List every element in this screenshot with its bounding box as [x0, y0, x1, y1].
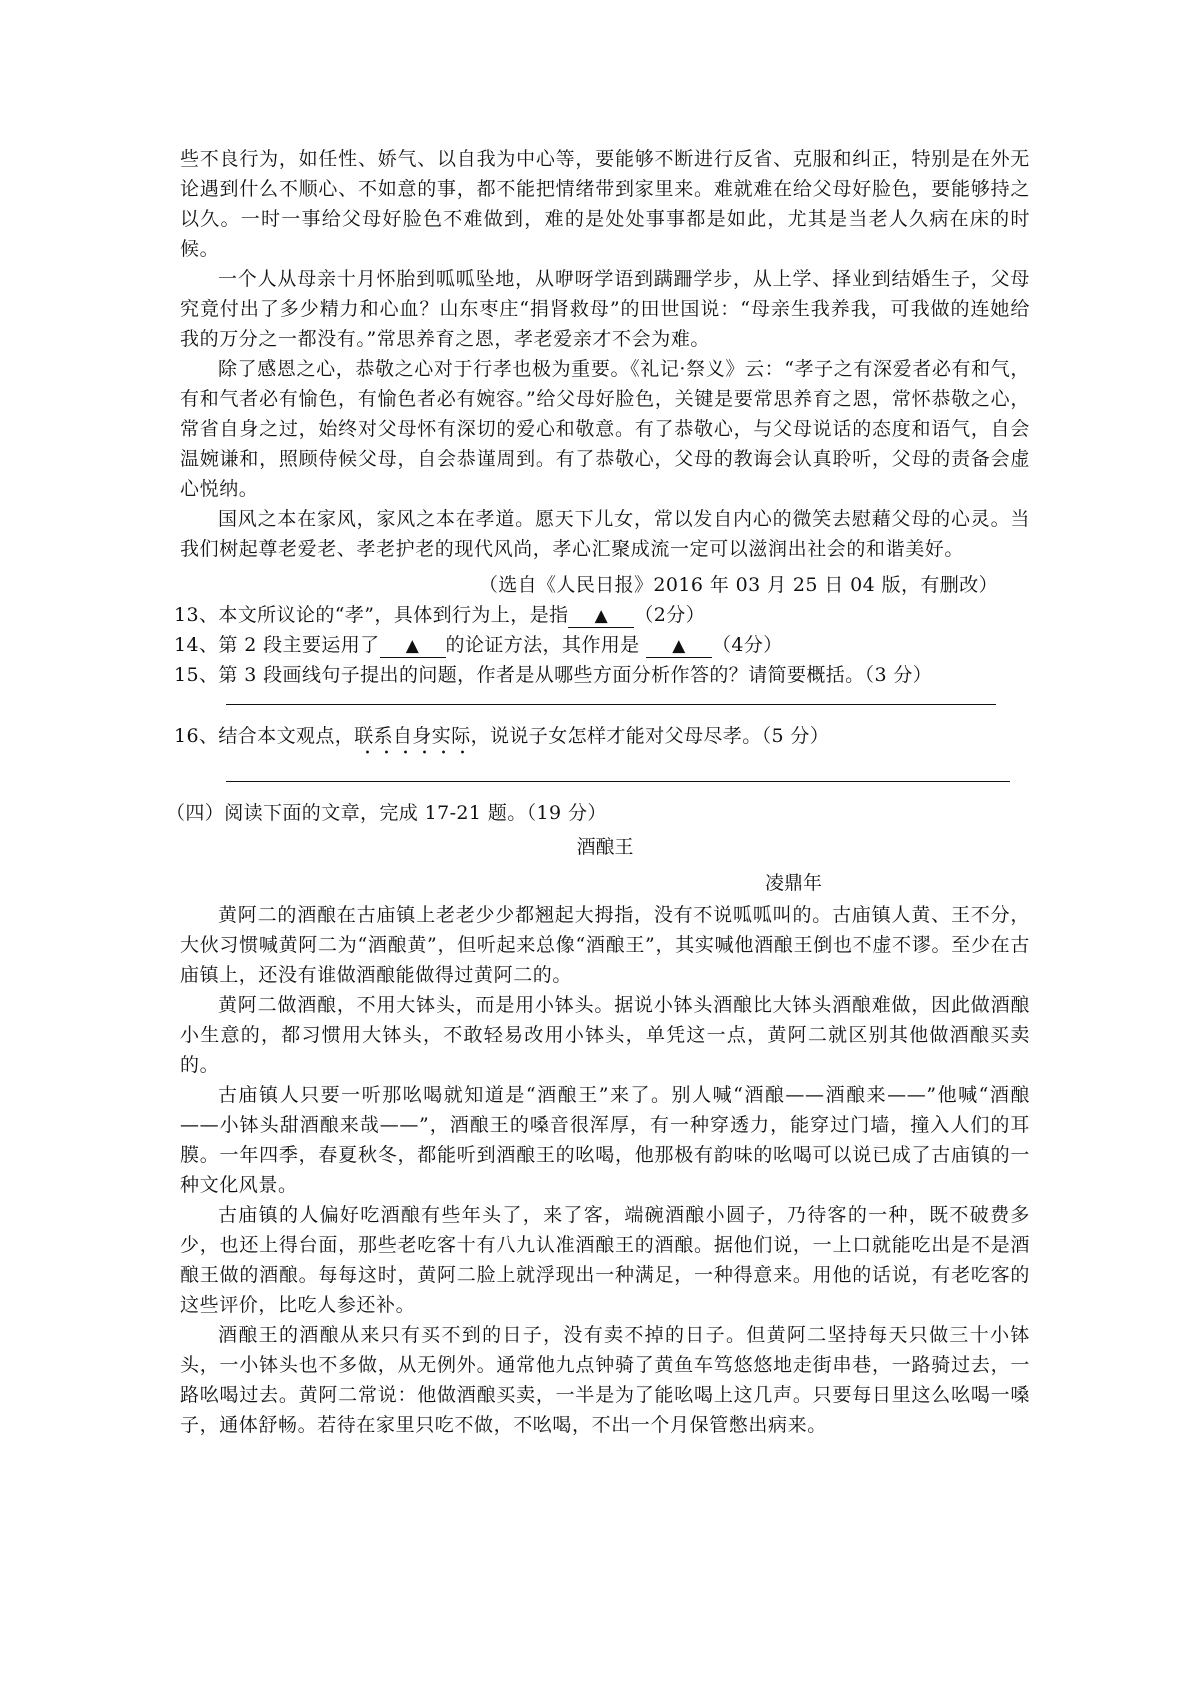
paragraph: 黄阿二的酒酿在古庙镇上老老少少都翘起大拇指，没有不说呱呱叫的。古庙镇人黄、王不分，大伙习惯喊黄阿二为“酒酿黄”，但听起来总像“酒酿王”，其实喊他酒酿王倒也不虚不谬。至少在古庙镇上，还没有谁做酒酿能做得过黄阿二的。 [180, 904, 1030, 986]
page-content [166, 144, 1030, 1440]
question-15: 15、第 3 段画线句子提出的问题，作者是从哪些方面分析作答的？请简要概括。（3 分） [174, 664, 933, 686]
answer-line[interactable] [226, 781, 1010, 782]
article-author: 凌鼎年 [765, 872, 823, 894]
question-text: 16、结合本文观点， [174, 725, 355, 747]
question-16 [174, 721, 1030, 751]
paragraph: 古庙镇人只要一听那吆喝就知道是“酒酿王”来了。别人喊“酒酿——酒酿来——”他喊“酒酿——小钵头甜酒酿来哉——”，酒酿王的嗓音很浑厚，有一种穿透力，能穿过门墙，撞入人们的耳膜。一年四季，春夏秋冬，都能听到酒酿王的吆喝，他那极有韵味的吆喝可以说已成了古庙镇的一种文化风景。 [180, 1084, 1030, 1196]
answer-line[interactable] [226, 704, 996, 705]
section-heading: （四）阅读下面的文章，完成 17-21 题。（19 分） [166, 802, 607, 824]
question-text: 13、本文所议论的“孝”，具体到行为上，是指 [174, 604, 569, 626]
paragraph: 黄阿二做酒酿，不用大钵头，而是用小钵头。据说小钵头酒酿比大钵头酒酿难做，因此做酒酿小生意的，都习惯用大钵头，不敢轻易改用小钵头，单凭这一点，黄阿二就区别其他做酒酿买卖的。 [180, 994, 1030, 1076]
paragraph: 古庙镇的人偏好吃酒酿有些年头了，来了客，端碗酒酿小圆子，乃待客的一种，既不破费多少，也还上得台面，那些老吃客十有八九认准酒酿王的酒酿。据他们说，一上口就能吃出是不是酒酿王做的酒酿。每每这时，黄阿二脸上就浮现出一种满足，一种得意来。用他的话说，有老吃客的这些评价，比吃人参还补。 [180, 1204, 1030, 1316]
paragraph: 除了感恩之心，恭敬之心对于行孝也极为重要。《礼记·祭义》云：“孝子之有深爱者必有和气，有和气者必有愉色，有愉色者必有婉容。”给父母好脸色，关键是要常思养育之恩，常怀恭敬之心，常省自身之过，始终对父母怀有深切的爱心和敬意。有了恭敬心，与父母说话的态度和语气，自会温婉谦和，照顾侍候父母，自会恭谨周到。有了恭敬心，父母的教诲会认真聆听，父母的责备会虚心悦纳。 [180, 358, 1030, 500]
question-14 [174, 630, 1030, 660]
question-13 [174, 600, 1030, 630]
question-text: 的论证方法，其作用是 [445, 634, 646, 656]
paragraph: 酒酿王的酒酿从来只有买不到的日子，没有卖不掉的日子。但黄阿二坚持每天只做三十小钵头，一小钵头也不多做，从无例外。通常他九点钟骑了黄鱼车笃悠悠地走街串巷，一路骑过去，一路吆喝过去。黄阿二常说：他做酒酿买卖，一半是为了能吆喝上这几声。只要每日里这么吆喝一嗓子，通体舒畅。若待在家里只吃不做，不吆喝，不出一个月保管憋出病来。 [180, 1324, 1030, 1436]
paragraph: 一个人从母亲十月怀胎到呱呱坠地，从咿呀学语到蹒跚学步，从上学、择业到结婚生子，父母究竟付出了多少精力和心血？山东枣庄“捐肾救母”的田世国说：“母亲生我养我，可我做的连她给我的万分之一都没有。”常思养育之恩，孝老爱亲才不会为难。 [180, 268, 1030, 350]
article-title: 酒酿王 [576, 836, 634, 858]
question-text: 14、第 2 段主要运用了 [174, 634, 380, 656]
paragraph: 国风之本在家风，家风之本在孝道。愿天下儿女，常以发自内心的微笑去慰藉父母的心灵。当我们树起尊老爱老、孝老护老的现代风尚，孝心汇聚成流一定可以滋润出社会的和谐美好。 [180, 508, 1030, 560]
answer-blank[interactable]: ▲ [568, 605, 634, 628]
answer-blank[interactable]: ▲ [380, 635, 446, 658]
score-note: （2分） [634, 604, 706, 626]
score-note: （4分） [712, 634, 783, 656]
paragraph: 些不良行为，如任性、娇气、以自我为中心等，要能够不断进行反省、克服和纠正，特别是在外无论遇到什么不顺心、不如意的事，都不能把情绪带到家里来。难就难在给父母好脸色，要能够持之以久。一时一事给父母好脸色不难做到，难的是处处事事都是如此，尤其是当老人久病在床的时候。 [180, 148, 1030, 260]
emphasized-phrase: 联系自身实际 [354, 725, 470, 755]
answer-blank[interactable]: ▲ [646, 635, 712, 658]
question-text: ，说说子女怎样才能对父母尽孝。（5 分） [470, 725, 830, 747]
source-citation: （选自《人民日报》2016 年 03 月 25 日 04 版，有删改） [478, 574, 998, 596]
